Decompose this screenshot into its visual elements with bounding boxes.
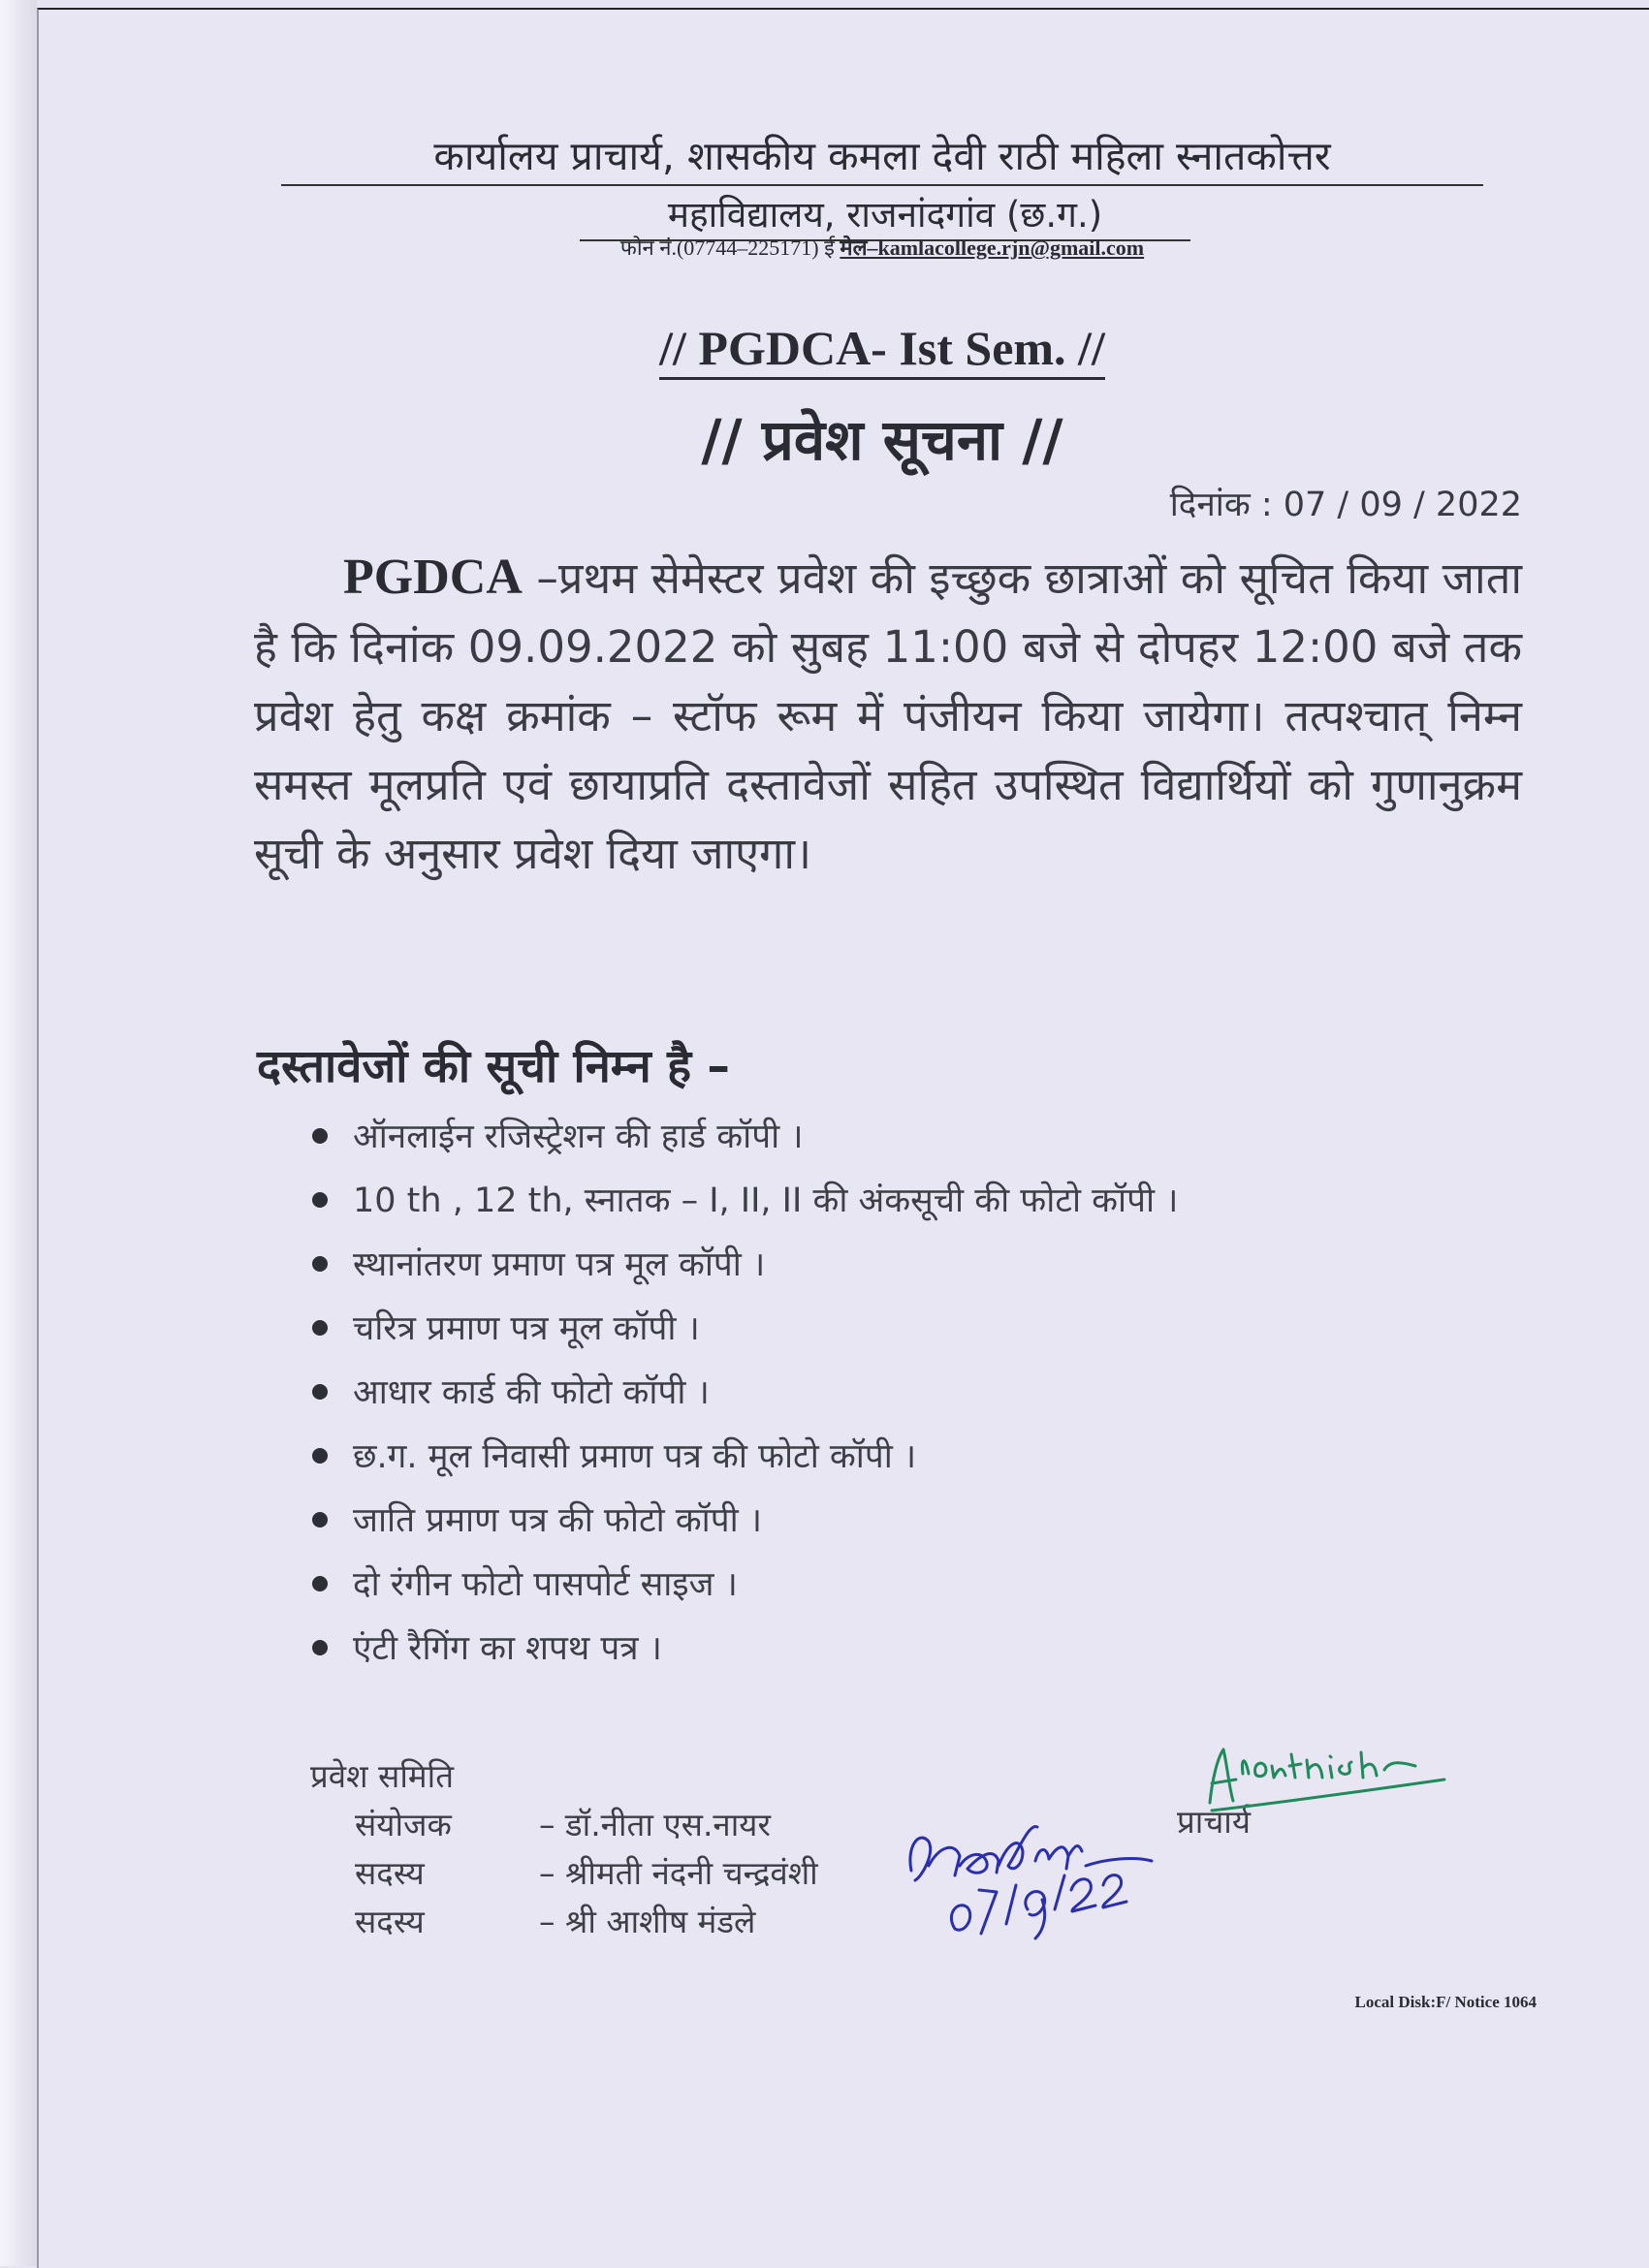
list-item: स्थानांतरण प्रमाण पत्र मूल कॉपी । (312, 1233, 1178, 1297)
list-item: छ.ग. मूल निवासी प्रमाण पत्र की फोटो कॉपी । (312, 1425, 1178, 1489)
bullet-icon (312, 1256, 328, 1272)
member-name: – श्रीमती नंदनी चन्द्रवंशी (539, 1854, 818, 1892)
list-item: चरित्र प्रमाण पत्र मूल कॉपी । (312, 1297, 1178, 1361)
bullet-icon (312, 1320, 328, 1336)
bullet-icon (312, 1192, 328, 1208)
notice-body (254, 543, 1522, 888)
office-header-line1: कार्यालय प्राचार्य, शासकीय कमला देवी राठी महिला स्नातकोत्तर (281, 128, 1483, 186)
member-role: सदस्य (355, 1903, 425, 1940)
phone-text: फोन नं.(07744–225171) ई (619, 236, 835, 260)
principal-label: प्राचार्य (1177, 1803, 1251, 1841)
email-text: मेल–kamlacollege.rjn@gmail.com (840, 236, 1145, 260)
bullet-icon (312, 1384, 328, 1400)
list-item: ऑनलाईन रजिस्ट्रेशन की हार्ड कॉपी । (312, 1105, 1178, 1169)
documents-list (312, 1105, 1178, 1681)
body-lead: PGDCA (343, 550, 523, 605)
member-role: सदस्य (355, 1854, 425, 1892)
list-item: 10 th , 12 th, स्नातक – I, II, II की अंकसूची की फोटो कॉपी । (312, 1169, 1178, 1233)
list-item: दो रंगीन फोटो पासपोर्ट साइज । (312, 1553, 1178, 1617)
committee-title: प्रवेश समिति (310, 1757, 455, 1795)
body-text: –प्रथम सेमेस्टर प्रवेश की इच्छुक छात्राओं को सूचित किया जाता है कि दिनांक 09.09.2022 को सुबह 11:00 बजे से दोपहर 12:00 बजे तक प्रवेश हेतु कक्ष क्रमांक – स्टॉफ रूम में पंजीयन किया जायेगा। तत्पश्चात् निम्न समस्त मूलप्रति एवं छायाप्रति दस्तावेजों सहित उपस्थित विद्यार्थियों को गुणानुक्रम सूची के अनुसार प्रवेश दिया जाएगा। (254, 552, 1522, 879)
list-item: एंटी रैगिंग का शपथ पत्र । (312, 1617, 1178, 1681)
documents-heading: दस्तावेजों की सूची निम्न है – (257, 1040, 730, 1093)
bullet-icon (312, 1640, 328, 1655)
list-item: जाति प्रमाण पत्र की फोटो कॉपी । (312, 1489, 1178, 1553)
bullet-icon (312, 1128, 328, 1144)
notice-title: // प्रवेश सूचना // (701, 407, 1063, 473)
member-role: संयोजक (355, 1806, 452, 1843)
page-edge-shadow (0, 0, 37, 2266)
file-reference: Local Disk:F/ Notice 1064 (1354, 1993, 1537, 2011)
bullet-icon (312, 1448, 328, 1464)
admission-committee (310, 1752, 818, 1946)
bullet-icon (312, 1576, 328, 1591)
office-header-line2: महाविद्यालय, राजनांदगांव (छ.ग.) (580, 188, 1190, 241)
course-title (543, 320, 1221, 376)
committee-member (355, 1898, 818, 1946)
list-item: आधार कार्ड की फोटो कॉपी । (312, 1361, 1178, 1425)
committee-member (355, 1801, 818, 1849)
member-name: – डॉ.नीता एस.नायर (539, 1806, 771, 1843)
member-name: – श्री आशीष मंडले (539, 1903, 756, 1940)
committee-member (355, 1849, 818, 1898)
bullet-icon (312, 1512, 328, 1528)
notice-date: दिनांक : 07 / 09 / 2022 (1169, 486, 1522, 524)
contact-line (533, 233, 1231, 262)
course-title-text: // PGDCA- Ist Sem. // (659, 321, 1105, 380)
